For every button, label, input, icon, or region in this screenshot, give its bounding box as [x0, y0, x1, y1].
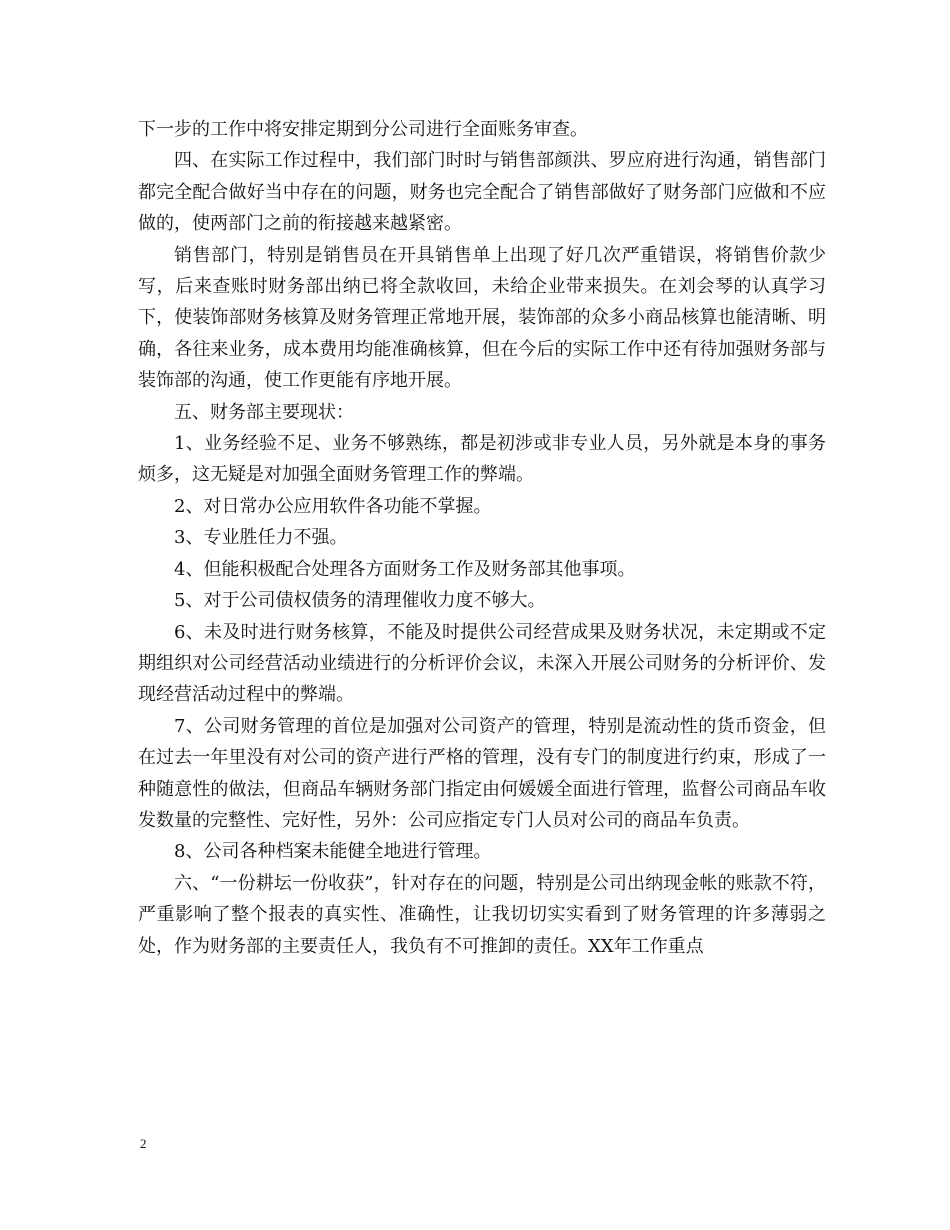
- list-item-2: 2、对日常办公应用软件各功能不掌握。: [174, 495, 492, 517]
- document-body: [138, 114, 826, 962]
- list-item-4: 4、但能积极配合处理各方面财务工作及财务部其他事项。: [174, 558, 636, 580]
- page-number: 2: [140, 1136, 147, 1151]
- paragraph-3: 销售部门，特别是销售员在开具销售单上出现了好几次严重错误，将销售价款少写，后来查账时财务部出纳已将全款收回，未给企业带来损失。在刘会琴的认真学习下，使装饰部财务核算及财务管理正常地开展，装饰部的众多小商品核算也能清晰、明确，各往来业务，成本费用均能准确核算，但在今后的实际工作中还有待加强财务部与装饰部的沟通，使工作更能有序地开展。: [138, 244, 826, 392]
- list-item-8: 8、公司各种档案未能健全地进行管理。: [174, 841, 492, 863]
- list-item-1: 1、业务经验不足、业务不够熟练，都是初涉或非专业人员，另外就是本身的事务烦多，这无疑是对加强全面财务管理工作的弊端。: [138, 433, 826, 486]
- list-item-6: 6、未及时进行财务核算，不能及时提供公司经营成果及财务状况，未定期或不定期组织对公司经营活动业绩进行的分析评价会议，未深入开展公司财务的分析评价、发现经营活动过程中的弊端。: [138, 621, 826, 706]
- paragraph-2: 四、在实际工作过程中，我们部门时时与销售部颜洪、罗应府进行沟通，销售部门都完全配合做好当中存在的问题，财务也完全配合了销售部做好了财务部门应做和不应做的，使两部门之前的衔接越来越紧密。: [138, 150, 826, 235]
- section-paragraph-6: 六、“一份耕坛一份收获”，针对存在的问题，特别是公司出纳现金帐的账款不符，严重影响了整个报表的真实性、准确性，让我切切实实看到了财务管理的许多薄弱之处，作为财务部的主要责任人，我负有不可推卸的责任。XX年工作重点: [138, 872, 826, 957]
- section-heading-5: 五、财务部主要现状：: [174, 401, 354, 423]
- paragraph-1: 下一步的工作中将安排定期到分公司进行全面账务审查。: [138, 119, 588, 140]
- list-item-7: 7、公司财务管理的首位是加强对公司资产的管理，特别是流动性的货币资金，但在过去一年里没有对公司的资产进行严格的管理，没有专门的制度进行约束，形成了一种随意性的做法，但商品车辆财务部门指定由何媛媛全面进行管理，监督公司商品车收发数量的完整性、完好性，另外：公司应指定专门人员对公司的商品车负责。: [138, 715, 826, 831]
- list-item-3: 3、专业胜任力不强。: [174, 527, 348, 549]
- list-item-5: 5、对于公司债权债务的清理催收力度不够大。: [174, 590, 546, 612]
